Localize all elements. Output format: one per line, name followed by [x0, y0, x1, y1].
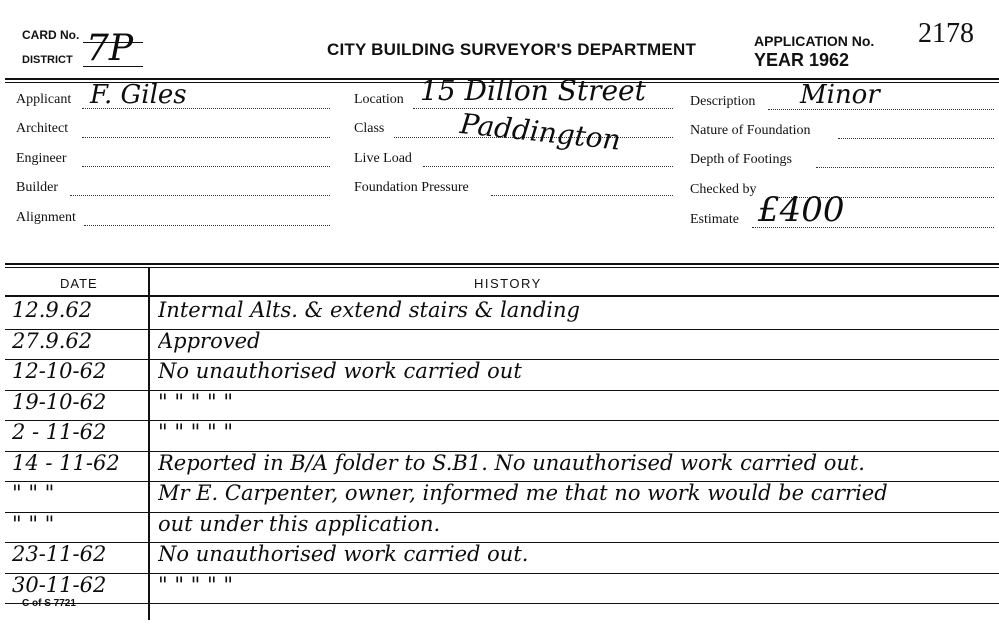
- card-no-label: CARD No.: [22, 28, 80, 42]
- history-entry: " " " " ": [158, 389, 233, 414]
- district-label: DISTRICT: [22, 54, 73, 66]
- applicant-label: Applicant: [16, 92, 72, 107]
- history-column-header: HISTORY: [474, 276, 542, 291]
- location-value: 15 Dillon Street: [420, 74, 646, 107]
- form-number: C of S 7721: [22, 598, 76, 609]
- history-date: 12.9.62: [12, 298, 93, 322]
- history-date: 27.9.62: [12, 328, 93, 353]
- history-date: 19-10-62: [12, 389, 107, 414]
- location-label: Location: [354, 92, 404, 107]
- application-label: APPLICATION No.: [754, 33, 875, 49]
- foundation-pressure-line: [491, 195, 673, 196]
- history-entry: Mr E. Carpenter, owner, informed me that no work would be carried: [158, 481, 888, 505]
- application-number: 2178: [918, 18, 974, 49]
- architect-label: Architect: [16, 121, 69, 136]
- checked-by-label: Checked by: [690, 182, 757, 197]
- table-top-border-2: [5, 267, 999, 268]
- history-date: " " ": [12, 511, 55, 536]
- row-divider: [5, 512, 999, 513]
- history-date: 23-11-62: [12, 542, 107, 566]
- builder-label: Builder: [16, 180, 58, 195]
- alignment-line: [84, 225, 330, 226]
- alignment-label: Alignment: [16, 210, 76, 225]
- engineer-line: [82, 166, 330, 167]
- table-top-border: [5, 263, 999, 265]
- estimate-value: £400: [758, 190, 845, 230]
- live-load-label: Live Load: [354, 151, 412, 166]
- description-value: Minor: [800, 80, 880, 110]
- history-date: 30-11-62: [12, 572, 107, 597]
- history-entry: Reported in B/A folder to S.B1. No unauthorised work carried out.: [158, 450, 865, 475]
- history-date: " " ": [12, 481, 55, 505]
- year-label: YEAR 1962: [754, 50, 850, 70]
- history-date: 14 - 11-62: [12, 450, 120, 475]
- class-value: Paddington: [458, 107, 623, 157]
- location-line: [413, 108, 673, 109]
- row-divider: [5, 329, 999, 330]
- history-entry: No unauthorised work carried out.: [158, 542, 529, 566]
- depth-footings-line: [816, 167, 994, 168]
- description-label: Description: [690, 94, 756, 109]
- row-divider: [5, 603, 999, 604]
- history-date: 2 - 11-62: [12, 420, 107, 444]
- history-entry: " " " " ": [158, 420, 233, 444]
- history-entry: " " " " ": [158, 572, 233, 597]
- builder-line: [70, 195, 330, 196]
- history-date: 12-10-62: [12, 359, 107, 383]
- row-divider: [5, 390, 999, 391]
- history-entry: No unauthorised work carried out: [158, 359, 522, 383]
- row-divider: [5, 420, 999, 421]
- nature-foundation-label: Nature of Foundation: [690, 123, 811, 138]
- history-entry: Internal Alts. & extend stairs & landing: [158, 298, 580, 322]
- nature-foundation-line: [838, 138, 994, 139]
- engineer-label: Engineer: [16, 151, 67, 166]
- architect-line: [82, 137, 330, 138]
- depth-footings-label: Depth of Footings: [690, 152, 792, 167]
- history-entry: out under this application.: [158, 511, 441, 536]
- district-value: 7P: [86, 28, 134, 69]
- history-entry: Approved: [158, 328, 261, 353]
- date-column-header: DATE: [60, 276, 98, 291]
- row-divider: [5, 573, 999, 574]
- applicant-value: F. Giles: [90, 80, 187, 110]
- date-column-divider: [148, 268, 150, 620]
- class-label: Class: [354, 121, 385, 136]
- header-separator: [5, 295, 999, 297]
- estimate-label: Estimate: [690, 212, 739, 227]
- department-title: CITY BUILDING SURVEYOR'S DEPARTMENT: [327, 40, 697, 59]
- foundation-pressure-label: Foundation Pressure: [354, 180, 469, 195]
- live-load-line: [423, 166, 673, 167]
